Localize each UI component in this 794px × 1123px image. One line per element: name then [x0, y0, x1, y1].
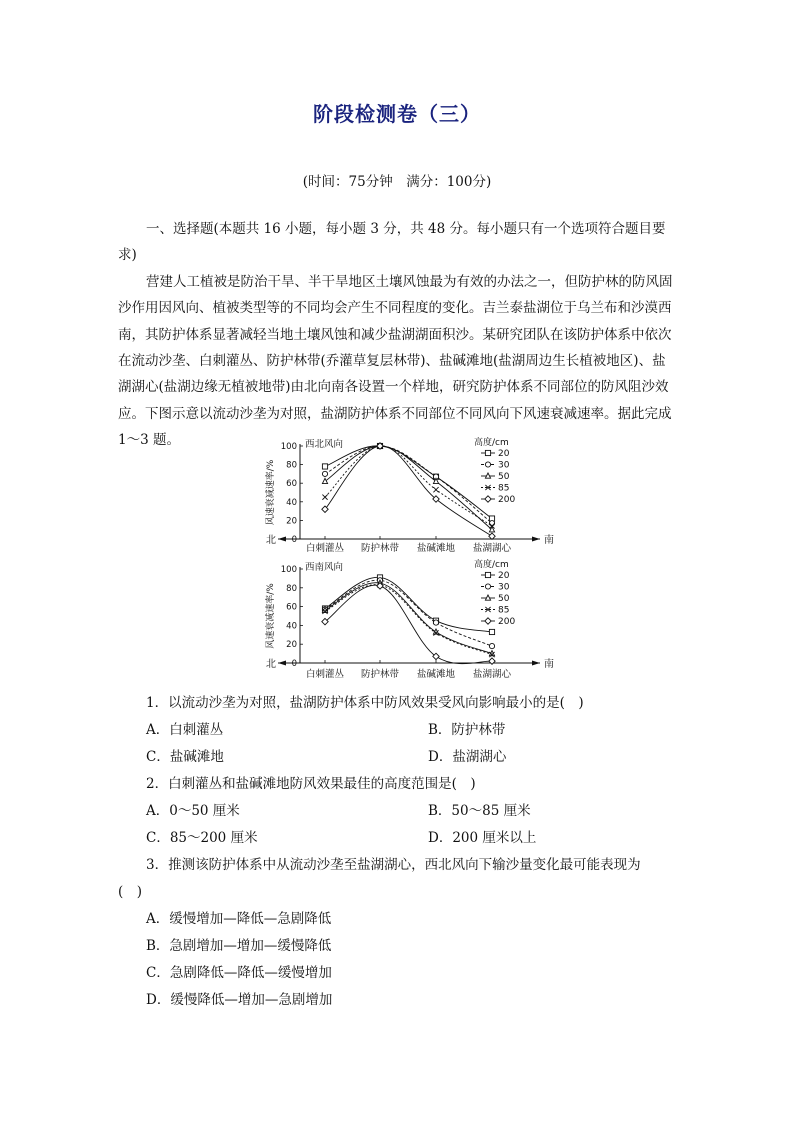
- axis-north-label: 北: [266, 535, 276, 546]
- q2-option-a[interactable]: A．0～50 厘米: [146, 803, 240, 819]
- y-tick-label: 20: [286, 640, 297, 651]
- legend-label: 20: [498, 449, 510, 459]
- data-point: [489, 533, 495, 539]
- chart-1: [264, 436, 554, 554]
- chart-title: 西南风向: [305, 562, 344, 573]
- axis-north-label: 北: [266, 659, 276, 670]
- y-tick-label: 100: [280, 565, 297, 575]
- y-tick-label: 0: [291, 535, 297, 545]
- data-point: [322, 464, 327, 469]
- legend-marker: [485, 572, 490, 577]
- y-tick-label: 40: [286, 497, 297, 508]
- legend-label: 200: [498, 495, 516, 505]
- legend-label: 200: [498, 617, 516, 627]
- series-line-30: [325, 580, 492, 646]
- section-header: 一、选择题(本题共 16 小题，每小题 3 分，共 48 分。每小题只有一个选项符合题目要求): [118, 221, 666, 264]
- series-line-50: [325, 583, 492, 654]
- y-tick-label: 100: [280, 442, 297, 452]
- data-point: [489, 629, 494, 634]
- x-axis-arrow-left: [278, 537, 286, 542]
- legend-title: 高度/cm: [474, 438, 509, 448]
- legend-marker: [485, 618, 491, 624]
- chart-title: 西北风向: [305, 439, 344, 450]
- legend-label: 50: [498, 472, 510, 482]
- axis-south-label: 南: [544, 659, 554, 670]
- data-point: [322, 478, 327, 483]
- legend-marker: [485, 450, 490, 455]
- y-tick-label: 80: [286, 583, 297, 594]
- q3-option-c[interactable]: C．急剧降低—降低—缓慢增加: [146, 965, 332, 981]
- y-tick-label: 60: [286, 479, 297, 490]
- y-tick-label: 40: [286, 621, 297, 632]
- x-tick-label: 白刺灌丛: [305, 669, 345, 680]
- q1-option-d[interactable]: D．盐湖湖心: [428, 749, 507, 765]
- legend-title: 高度/cm: [474, 560, 509, 570]
- data-point: [322, 495, 327, 500]
- x-tick-label: 防护林带: [360, 543, 400, 554]
- axis-south-label: 南: [544, 535, 554, 546]
- x-axis-arrow-right: [532, 661, 540, 666]
- x-tick-label: 盐碱滩地: [416, 669, 456, 680]
- question-3-stem-bracket: ( ): [118, 884, 143, 900]
- q1-option-b[interactable]: B．防护林带: [428, 722, 506, 738]
- page-title: 阶段检测卷（三）: [313, 102, 481, 126]
- x-tick-label: 盐湖湖心: [472, 669, 512, 680]
- q1-option-c[interactable]: C．盐碱滩地: [146, 749, 224, 765]
- series-line-50: [325, 446, 492, 530]
- passage: 营建人工植被是防治干旱、半干旱地区土壤风蚀最为有效的办法之一，但防护林的防风固沙作用因风向、植被类型等的不同均会产生不同程度的变化。吉兰泰盐湖位于乌兰布和沙漠西南，其防护体系显著减轻当地土壤风蚀和减少盐湖湖面积沙。某研究团队在该防护体系中依次在流动沙垄、白刺灌丛、防护林带(乔灌草复层林带)、盐碱滩地(盐湖周边生长植被地区)、盐湖湖心(盐湖边缘无植被地带)由北向南各设置一个样地，研究防护体系不同部位的防风阻沙效应。下图示意以流动沙垄为对照，盐湖防护体系不同部位不同风向下风速衰减速率。据此完成 1～3 题。: [118, 273, 673, 449]
- data-point: [433, 487, 438, 492]
- legend-label: 50: [498, 594, 510, 604]
- legend-label: 30: [498, 460, 510, 471]
- exam-info: (时间：75分钟 满分：100分): [302, 174, 492, 190]
- y-axis-title: 风速衰减速率/%: [266, 459, 276, 526]
- legend-label: 85: [498, 483, 510, 494]
- y-tick-label: 80: [286, 460, 297, 471]
- q1-option-a[interactable]: A．白刺灌丛: [146, 722, 224, 738]
- q2-option-c[interactable]: C．85～200 厘米: [146, 830, 258, 846]
- q2-option-d[interactable]: D．200 厘米以上: [428, 830, 537, 846]
- x-axis-arrow-left: [278, 661, 286, 666]
- x-tick-label: 盐湖湖心: [472, 543, 512, 554]
- x-tick-label: 防护林带: [360, 669, 400, 680]
- data-point: [322, 471, 327, 476]
- legend-marker: [485, 584, 490, 589]
- chart-2: [264, 558, 554, 680]
- x-tick-label: 白刺灌丛: [305, 543, 345, 554]
- x-axis-arrow-right: [532, 537, 540, 542]
- y-tick-label: 0: [291, 659, 297, 669]
- series-line-200: [325, 446, 492, 536]
- legend-label: 20: [498, 571, 510, 581]
- legend-label: 30: [498, 582, 510, 593]
- legend-marker: [485, 496, 491, 502]
- data-point: [433, 620, 438, 625]
- legend-marker: [485, 462, 490, 467]
- question-3-stem: 3．推测该防护体系中从流动沙垄至盐湖湖心，西北风向下输沙量变化最可能表现为: [146, 857, 641, 873]
- q3-option-b[interactable]: B．急剧增加—增加—缓慢降低: [146, 938, 332, 954]
- x-tick-label: 盐碱滩地: [416, 543, 456, 554]
- data-point: [489, 643, 494, 648]
- q3-option-d[interactable]: D．缓慢降低—增加—急剧增加: [146, 992, 333, 1008]
- y-tick-label: 60: [286, 602, 297, 613]
- y-axis-title: 风速衰减速率/%: [266, 583, 276, 649]
- question-1-stem: 1．以流动沙垄为对照，盐湖防护体系中防风效果受风向影响最小的是( ): [146, 695, 584, 711]
- y-tick-label: 20: [286, 516, 297, 527]
- question-2-stem: 2．白刺灌丛和盐碱滩地防风效果最佳的高度范围是( ): [146, 776, 476, 792]
- q3-option-a[interactable]: A．缓慢增加—降低—急剧降低: [146, 911, 332, 927]
- q2-option-b[interactable]: B．50～85 厘米: [428, 803, 531, 819]
- legend-label: 85: [498, 605, 510, 616]
